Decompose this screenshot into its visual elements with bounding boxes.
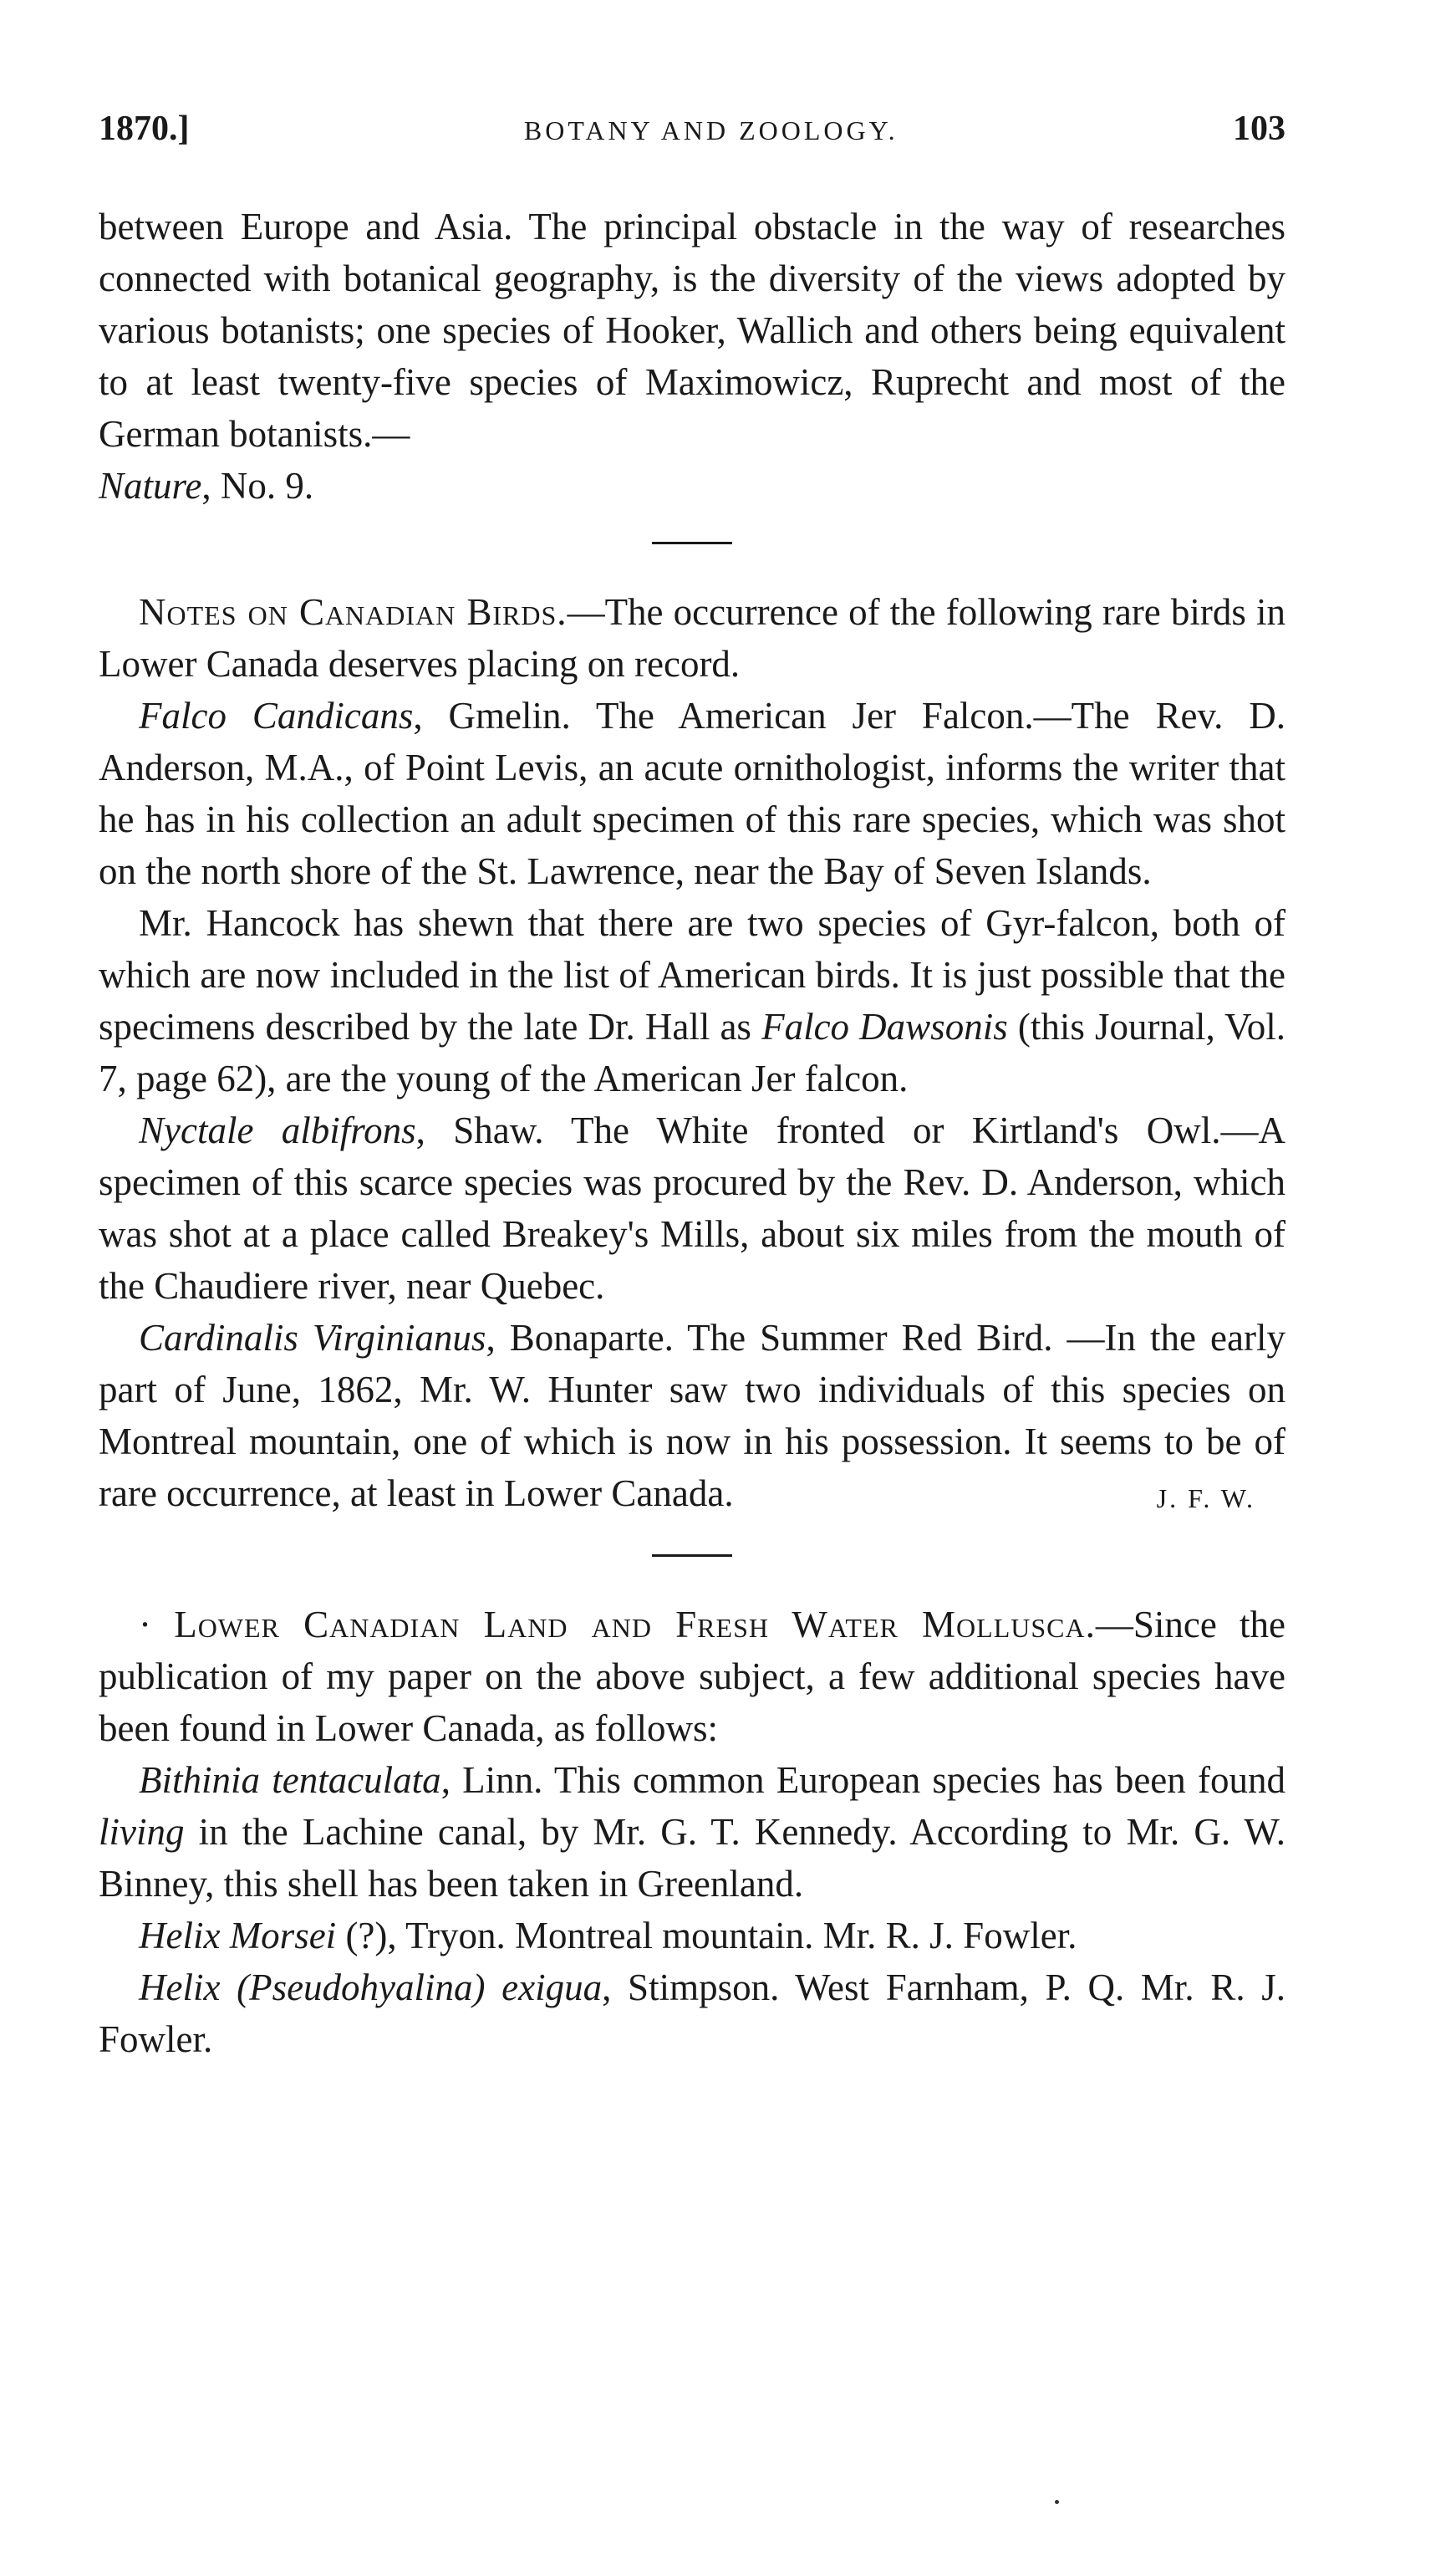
species-name-helix-exigua: Helix (Pseudohyalina) exigua	[139, 1966, 603, 2008]
page-number: 103	[1233, 110, 1285, 148]
bithinia-text-b: in the Lachine canal, by Mr. G. T. Kennedy. According to Mr. G. W. Binney, this shell has been taken in Greenland.	[99, 1811, 1285, 1905]
author-signature: J. F. W.	[1156, 1483, 1255, 1513]
paragraph-birds-intro	[99, 586, 1285, 690]
helix-morsei-text: (?), Tryon. Montreal mountain. Mr. R. J. Fowler.	[336, 1915, 1077, 1956]
mollusca-intro-text: —Since the publication of my paper on the above subject, a few additional species have been found in Lower Canada, as follows:	[99, 1604, 1286, 1749]
paragraph-helix-morsei	[99, 1910, 1285, 1961]
print-speck	[1055, 2500, 1059, 2504]
section-divider	[652, 1554, 732, 1557]
birds-intro-text: —The occurrence of the following rare birds in Lower Canada deserves placing on record.	[99, 591, 1286, 685]
nyctale-text: , Shaw. The White fronted or Kirtland's Owl.—A specimen of this scarce species was procured by the Rev. D. Anderson, which was shot at a place called Breakey's Mills, about six miles from the mouth of the Chaudiere river, near Quebec.	[99, 1109, 1285, 1307]
page	[99, 109, 1285, 2065]
paragraph-text: between Europe and Asia. The principal obstacle in the way of researches connected with botanical geography, is the diversity of the views adopted by various botanists; one species of Hooker, Wallich and others being equivalent to at least twenty-five species of Maximowicz, Ruprecht and most of the German botanists.—	[99, 206, 1285, 455]
paragraph-mollusca-intro	[99, 1599, 1285, 1754]
species-name-helix-morsei: Helix Morsei	[139, 1915, 337, 1956]
running-head	[99, 109, 1285, 167]
header-year: 1870.]	[99, 110, 190, 148]
paragraph-nyctale	[99, 1104, 1285, 1312]
bithinia-text-a: , Linn. This common European species has been found	[440, 1759, 1285, 1801]
paragraph-hancock	[99, 897, 1285, 1104]
bithinia-emphasis: living	[99, 1811, 185, 1853]
species-name-cardinalis: Cardinalis Virginianus	[139, 1317, 486, 1359]
paragraph-botanical-geography	[99, 201, 1285, 512]
header-title: BOTANY AND ZOOLOGY.	[523, 115, 899, 145]
paragraph-bithinia	[99, 1754, 1285, 1910]
section-heading-birds: Notes on Canadian Birds.	[139, 591, 568, 633]
hancock-text-b: (this Journal, Vol. 7, page 62), are the young of the American Jer falcon.	[99, 1006, 1285, 1099]
species-name-falco: Falco Candicans	[139, 695, 414, 737]
paragraph-falco	[99, 690, 1285, 897]
cardinalis-text: , Bonaparte. The Summer Red Bird. —In the early part of June, 1862, Mr. W. Hunter saw two individuals of this species on Montreal mountain, one of which is now in his possession. It seems to be of rare occurrence, at least in Lower Canada.	[99, 1317, 1285, 1514]
bullet-mark: ·	[139, 1604, 151, 1645]
paragraph-helix-exigua	[99, 1961, 1285, 2065]
species-name-nyctale: Nyctale albifrons	[139, 1109, 416, 1151]
source-journal: Nature	[99, 465, 202, 507]
species-name-bithinia: Bithinia tentaculata	[139, 1759, 441, 1801]
section-divider	[652, 542, 732, 544]
section-heading-mollusca: Lower Canadian Land and Fresh Water Mollusca.	[174, 1604, 1096, 1645]
species-name-dawsonis: Falco Dawsonis	[761, 1006, 1008, 1048]
paragraph-cardinalis	[99, 1312, 1285, 1519]
helix-exigua-text: , Stimpson. West Farnham, P. Q. Mr. R. J. Fowler.	[99, 1966, 1285, 2060]
hancock-text-a: Mr. Hancock has shewn that there are two species of Gyr-falcon, both of which are now included in the list of American birds. It is just possible that the specimens described by the late Dr. Hall as	[99, 902, 1285, 1048]
source-issue: , No. 9.	[201, 465, 314, 507]
falco-text: , Gmelin. The American Jer Falcon.—The Rev. D. Anderson, M.A., of Point Levis, an acute ornithologist, informs the writer that he has in his collection an adult specimen of this rare species, which was shot on the north shore of the St. Lawrence, near the Bay of Seven Islands.	[99, 695, 1285, 892]
